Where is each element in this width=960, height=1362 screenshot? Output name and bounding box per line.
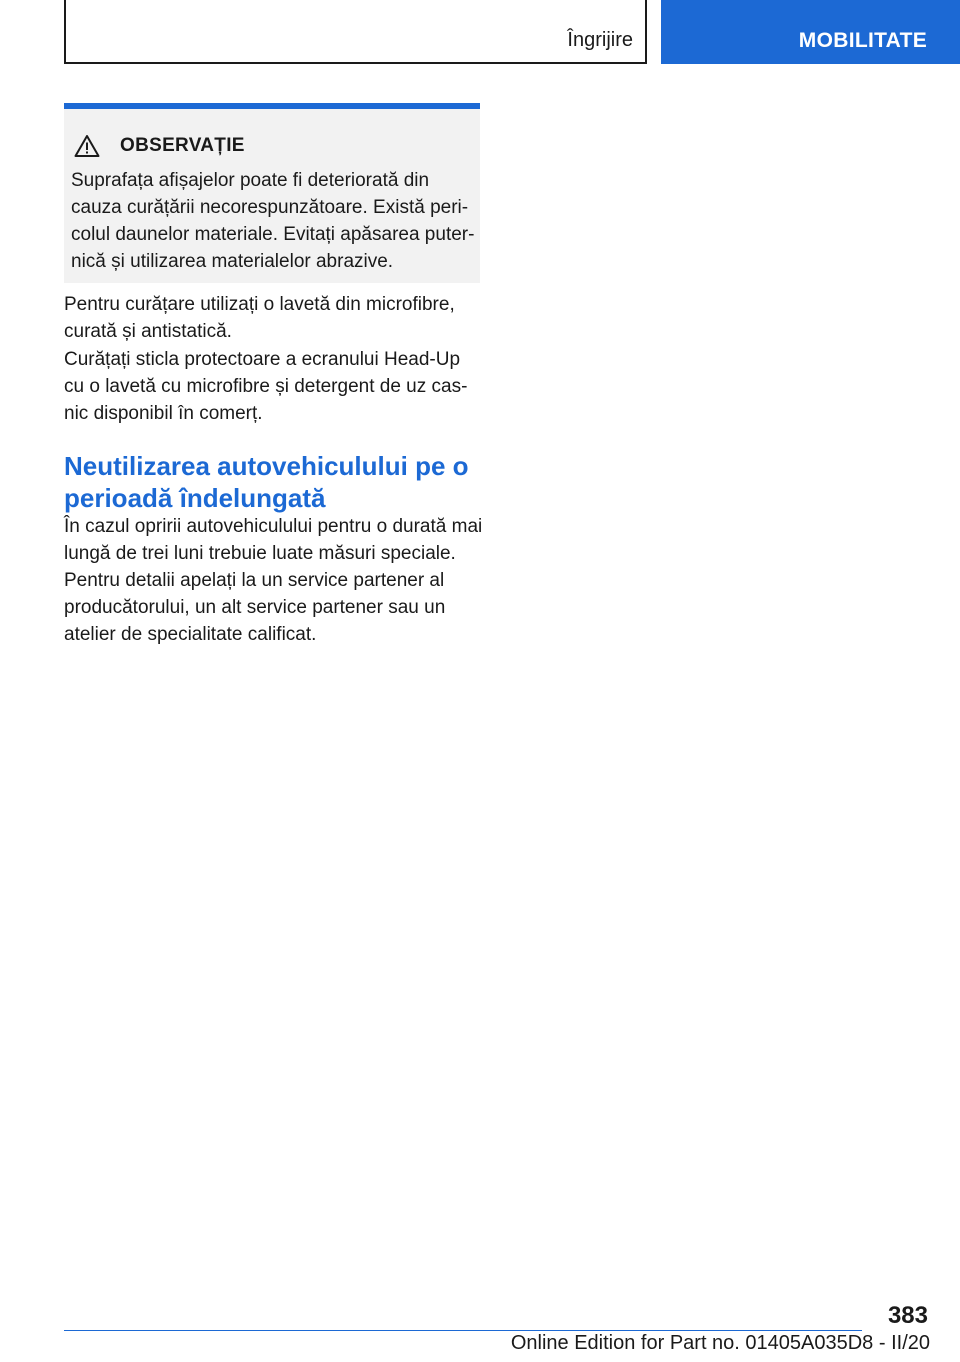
warning-title-row	[74, 134, 245, 158]
heading-line: Neutilizarea autovehiculului pe o	[64, 451, 469, 481]
warning-line: colul daunelor materiale. Evitați apăsarea puter‐	[71, 224, 475, 245]
paragraph-cleaning-cloth	[64, 291, 484, 345]
paragraph-line: Pentru detalii apelați la un service partener al	[64, 570, 445, 591]
section-title: Îngrijire	[567, 29, 633, 51]
chapter-title: MOBILITATE	[798, 29, 927, 52]
warning-line: cauza curățării necorespunzătoare. Există peri‐	[71, 197, 469, 218]
paragraph-line: cu o lavetă cu microfibre și detergent de uz cas‐	[64, 376, 468, 397]
paragraph-line: lungă de trei luni trebuie luate măsuri speciale.	[64, 543, 456, 564]
warning-line: nică și utilizarea materialelor abrazive.	[71, 251, 394, 272]
paragraph-line: atelier de specialitate calificat.	[64, 624, 317, 645]
warning-box	[64, 103, 480, 283]
warning-title: OBSERVAȚIE	[120, 135, 245, 156]
heading-line: perioadă îndelungată	[64, 483, 326, 513]
paragraph-head-up-display	[64, 346, 484, 427]
paragraph-line: producătorului, un alt service partener sau un	[64, 597, 446, 618]
warning-triangle-icon	[74, 134, 100, 158]
footer-divider	[64, 1330, 862, 1331]
paragraph-line: curată și antistatică.	[64, 321, 232, 342]
warning-text	[71, 167, 475, 275]
page-number: 383	[887, 1302, 928, 1329]
paragraph-line: În cazul opririi autovehiculului pentru o durată mai	[64, 516, 483, 537]
section-heading	[64, 450, 484, 514]
paragraph-line: Pentru curățare utilizați o lavetă din microfibre,	[64, 294, 455, 315]
section-body	[64, 513, 484, 648]
paragraph-line: Curățați sticla protectoare a ecranului Head-Up	[64, 349, 461, 370]
footer-edition: Online Edition for Part no. 01405A035D8 - II/20	[510, 1332, 930, 1354]
header-section-box	[64, 0, 647, 64]
paragraph-line: nic disponibil în comerț.	[64, 403, 263, 424]
warning-line: Suprafața afișajelor poate fi deteriorată din	[71, 170, 430, 191]
header-chapter-tab[interactable]	[661, 0, 960, 64]
